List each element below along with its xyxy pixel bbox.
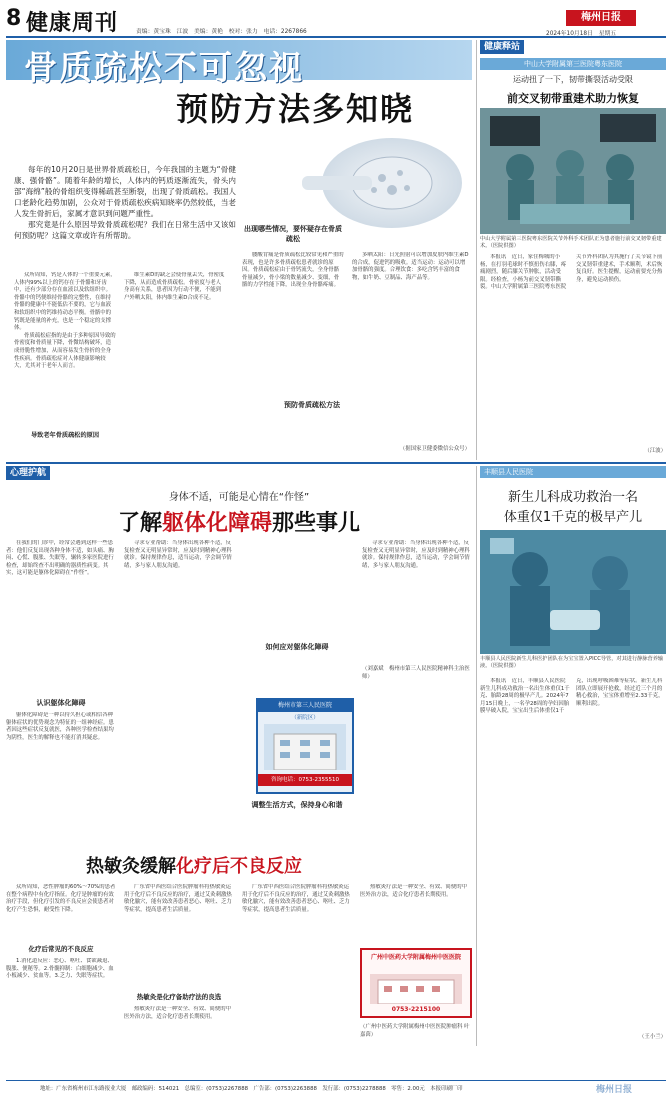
- surgery-photo: [480, 108, 666, 234]
- tcm-hospital-name: 广州中医药大学附属梅州中医医院: [370, 954, 461, 961]
- sidebar-mid-title1: 新生儿科成功救治一名: [507, 490, 638, 505]
- headline-secondary: 预防方法多知晓: [176, 90, 415, 128]
- bottom-headline-red: 化疗后不良反应: [176, 856, 302, 877]
- tcm-hospital-ad: [360, 948, 472, 1018]
- lead-paragraph-2: 那究竟是什么原因导致骨质疏松呢？我们在日常生活中又该如何预防呢？这篇文章或许有所帮助。: [14, 220, 236, 240]
- top-story: [6, 40, 472, 460]
- mid-body-col2: [124, 540, 234, 840]
- mid-body-a: 在我们的门诊中，经常会遇到这样一些患者：他们反复出现各种身体不适，如头痛、胸闷、心慌、腹胀、失眠等，辗转多家医院进行检查，却始终查不出明确的器质性病变。其实，这可能是躯体化障碍在“作怪”。: [6, 540, 114, 577]
- sidebar-top-paragraph: 本报讯 近日，家住梅城的小杨，在打羽毛球时不慎扭伤右膝，疼痛剧烈，随后膝关节肿胀，活动受限。经检查，小杨为前交叉韧带撕裂。中山大学附属第三医院粤东医院关节外科团队为其施行了关节镜下前交叉韧带重建术，手术顺利，术后恢复良好。医生提醒，运动前要充分热身，避免运动损伤。: [480, 254, 663, 291]
- bottom-body-c-col3: 广东省中西医结合医院肿瘤科将热敏灸运用于化疗后不良反应的治疗，通过艾灸刺激热敏化腧穴，能有效改善患者恶心、呕吐、乏力等症状，提高患者生活质量。: [242, 884, 350, 913]
- footer-address: 地址：广东省梅州市江东路报业大厦 邮政编码：514021 总编室：(0753)2267888 广告部：(0753)2263888 发行部：(0753)2278888 零售：2.00元 本报印刷厂印: [40, 1086, 463, 1092]
- paper-logo: [566, 10, 636, 26]
- tcm-hospital-phone: 0753-2215100: [391, 1006, 441, 1013]
- nicu-photo: [480, 530, 666, 654]
- sidebar-top-hospital: 中山大学附属第三医院粤东医院: [524, 60, 622, 68]
- divider-mid: [6, 462, 666, 464]
- bottom-body-c: 广东省中西医结合医院肿瘤科将热敏灸运用于化疗后不良反应的治疗，通过艾灸刺激热敏化腧穴，能有效改善患者恶心、呕吐、乏力等症状，提高患者生活质量。: [124, 884, 232, 913]
- column-divider-mid: [476, 466, 477, 1046]
- sidebar-mid-paragraph: 本报讯 近日，丰顺县人民医院新生儿科成功救治一名出生体重仅1千克、胎龄28周的极早产儿。2024年7月15日晚上，一名孕28周的孕妇因胎膜早破入院，宝宝出生后体重仅1千克，出现呼吸困难等症状。新生儿科团队立即展开抢救，经过近三个月的精心救治，宝宝体重增至2.33千克，顺利出院。: [480, 678, 664, 715]
- sidebar-top-title2: 前交叉韧带重建术助力恢复: [507, 92, 639, 105]
- sidebar-mid-title2: 体重仅1千克的极早产儿: [503, 510, 643, 525]
- section-title: 健康周刊: [26, 11, 119, 36]
- bottom-body-col2b: [124, 1006, 234, 1046]
- sidebar-top-author: （江波）: [644, 448, 666, 454]
- bottom-subhead-b: 热敏灸是化疗备助疗法的良选: [136, 993, 222, 1001]
- mid-hospital-phone-bar: [258, 774, 352, 786]
- mid-headline-post: 那些事儿: [272, 511, 361, 536]
- top-subhead-c: 预防骨质疏松方法: [284, 401, 340, 409]
- footer-rule: [6, 1080, 666, 1081]
- lead-paragraph: 每年的10月20日是世界骨质疏松日，今年我国的主题为“骨健康、强骨骼”。随着年龄的增长，人体内的钙质逐渐流失，骨头内部“海绵”般的骨组织变得稀疏甚至断裂，出现了骨质疏松。我国人口老龄化趋势加剧，公众对于骨质疏松疾病知晓率仍然较低，当老人发生骨折后，家属才意识到问题严重性。: [14, 165, 236, 218]
- bottom-body-d: 热敏灸疗法是一种安全、有效、简便的中医外治方法，适合化疗患者长期使用。: [124, 1006, 232, 1020]
- top-story-lead: [14, 164, 236, 264]
- top-author: （据国家卫健委微信公众号）: [399, 446, 470, 452]
- page-number: 8: [6, 6, 22, 31]
- sidebar-top-hospital-bar: [480, 58, 666, 70]
- sidebar-top-tag: 健康释站: [480, 40, 524, 54]
- masthead: [6, 4, 666, 38]
- mid-subhead-a: 认识躯体化障碍: [36, 699, 86, 707]
- mid-story-headline: [6, 506, 472, 537]
- mid-subhead-b: 如何应对躯体化障碍: [265, 643, 329, 651]
- bottom-subhead-a: 化疗后常见的不良反应: [28, 945, 94, 953]
- watermark-text: 梅州日报: [596, 1085, 633, 1095]
- bottom-body-d-col4: 热敏灸疗法是一种安全、有效、简便的中医外治方法，适合化疗患者长期使用。: [360, 884, 468, 898]
- mid-body-col1b: [6, 712, 116, 842]
- mid-hospital-alias: （新院区）: [291, 715, 319, 721]
- sidebar-mid-tag: 丰顺县人民医院: [484, 468, 533, 476]
- top-body-e: 多晒太阳：日光照射可以增加皮肤内维生素D的合成，促进钙的吸收。适当运动：运动可以增加骨骼的强度。合理饮食：多吃含钙丰富的食物，如牛奶、豆制品、海产品等。: [352, 252, 469, 281]
- paper-name: 梅州日报: [581, 12, 621, 23]
- top-body-col2: [124, 272, 226, 456]
- top-body-col1: [14, 272, 116, 456]
- headline-primary: 骨质疏松不可忽视: [24, 48, 304, 87]
- issue-date: 2024年10月18日 星期五: [546, 31, 617, 37]
- mid-body-col4: [362, 540, 472, 660]
- mid-hospital-name: 梅州市第三人民医院: [277, 702, 332, 709]
- sidebar-top: [480, 40, 666, 460]
- mid-story: [6, 466, 472, 850]
- sidebar-mid: [480, 466, 666, 1046]
- sidebar-mid-author: （王小兰）: [639, 1034, 666, 1040]
- top-subhead-a: 导致老年骨质疏松的原因: [30, 432, 100, 439]
- sidebar-top-body: [480, 254, 666, 444]
- bottom-author: （广州中医药大学附属梅州中医医院肿瘤科 叶嘉茵）: [360, 1024, 470, 1038]
- bottom-story-headline: [86, 852, 466, 878]
- top-body-col4: [352, 252, 470, 442]
- mid-author: （刘嘉斌 梅州市第三人民医院精神科主治医师）: [362, 666, 470, 680]
- editors-line: 责编：黄宝珠 江波 美编：黄艳 校对：张力 电话：2267866: [136, 29, 307, 35]
- sidebar-top-title1: 运动扭了一下，韧带撕裂活动受限: [513, 75, 633, 84]
- bottom-body-col1b: [6, 958, 116, 1048]
- mid-story-tag: 心理护航: [6, 466, 50, 480]
- hospital-building-photo: [256, 698, 354, 794]
- bottom-body-a: 众所周知，恶性肿瘤的60%～70%的患者在整个病程中有化疗指征。化疗是肿瘤的有效治疗手段，但化疗引发的不良反应会使患者对化疗产生恐惧，耐受性下降。: [6, 884, 116, 913]
- bottom-body-col3: [242, 884, 352, 1048]
- bottom-story: [6, 852, 472, 1048]
- sidebar-mid-body: [480, 678, 666, 1028]
- mid-story-kicker: 身体不适，可能是心情在“作怪”: [168, 492, 310, 503]
- hospital-name-bar: [258, 700, 352, 712]
- top-body-a: 众所周知，钙是人体的一个重要元素，人体内99%以上的钙存在于骨骼和牙齿中，还有少部分存在血液以及软组织中。骨骼中的钙便维持骨骼的完整性，在维持骨骼的健康中不能低估不要的，它与血液和软组织中的钙维持动态平衡。骨骼中的钙既是能量的补充，也是一个稳定的支撑体。: [14, 272, 116, 332]
- sidebar-top-caption: 中山大学附属第三医院粤东医院关节外科手术团队正为患者施行前交叉韧带重建术。（医院供图）: [480, 236, 662, 249]
- mid-headline-pre: 了解: [117, 511, 162, 536]
- bottom-headline-pre: 热敏灸缓解: [86, 856, 176, 877]
- mid-body-b: 躯体化障碍是一种以持久担心或相信各种躯体症状的优势观念为特征的一组神经症。患者因这些症状反复就医，各种医学检查结果均为阴性，医生的解释也不能打消其疑虑。: [6, 712, 114, 741]
- mid-headline-red: 躯体化障碍: [161, 511, 272, 536]
- footer-watermark: [596, 1082, 632, 1095]
- top-subhead-b: 出现哪些情况，要怀疑存在骨质疏松: [244, 225, 342, 243]
- mid-body-c-repeat: 寻求专业帮助：当身体出现各种不适，反复检查又无明显异常时，应及时到精神心理科就诊。保持规律作息，适当运动，学会调节情绪，多与家人朋友沟通。: [362, 540, 470, 569]
- bottom-body-b: 1.消化道反应：恶心、呕吐、食欲减退、腹胀、便秘等。2.骨髓抑制：白细胞减少、血小板减少、贫血等。3.乏力、失眠等症状。: [6, 958, 114, 980]
- mid-subhead-c: 调整生活方式，保持身心和谐: [251, 801, 343, 809]
- top-body-b: 骨质疏松症指的是由于多种原因导致的骨密度和骨质量下降，骨微结构破坏，造成骨脆性增加，从而容易发生骨折的全身性疾病。骨质疏松症对人体健康影响较大，尤其对于老年人而言。: [14, 332, 116, 370]
- bottom-body-col2: [124, 884, 234, 984]
- top-body-col3: [242, 252, 344, 456]
- sidebar-mid-tag-bar: [480, 466, 666, 478]
- bottom-body-col4: [360, 884, 472, 944]
- top-body-c: 维生素D的缺乏会使骨量丢失，骨密度下降，从而造成骨质疏松。骨密度与老人身高有关系，患者因为行动不便，不能到户外晒太阳，体内维生素D合成不足。: [124, 272, 225, 301]
- sidebar-mid-caption: 丰顺县人民医院新生儿科医护团队在为宝宝置入PICC导管，对其进行静脉营养输液。（医院供图）: [480, 656, 664, 669]
- top-body-d: 腰酸背痛是骨质疏松比较常见和严重的表现，也是许多骨质疏松患者就诊的原因。骨质疏松症由于骨钙流失，全身骨骼骨量减少，骨小梁的数量减少、变细，骨骼的力学性能下降，出现全身骨骼疼痛。: [242, 252, 344, 289]
- mid-hospital-phone: 咨询电话：0753-2355510: [271, 777, 339, 783]
- mid-body-c: 寻求专业帮助：当身体出现各种不适，反复检查又无明显异常时，应及时到精神心理科就诊。保持规律作息，适当运动，学会调节情绪，多与家人朋友沟通。: [124, 540, 232, 569]
- column-divider-top: [476, 40, 477, 460]
